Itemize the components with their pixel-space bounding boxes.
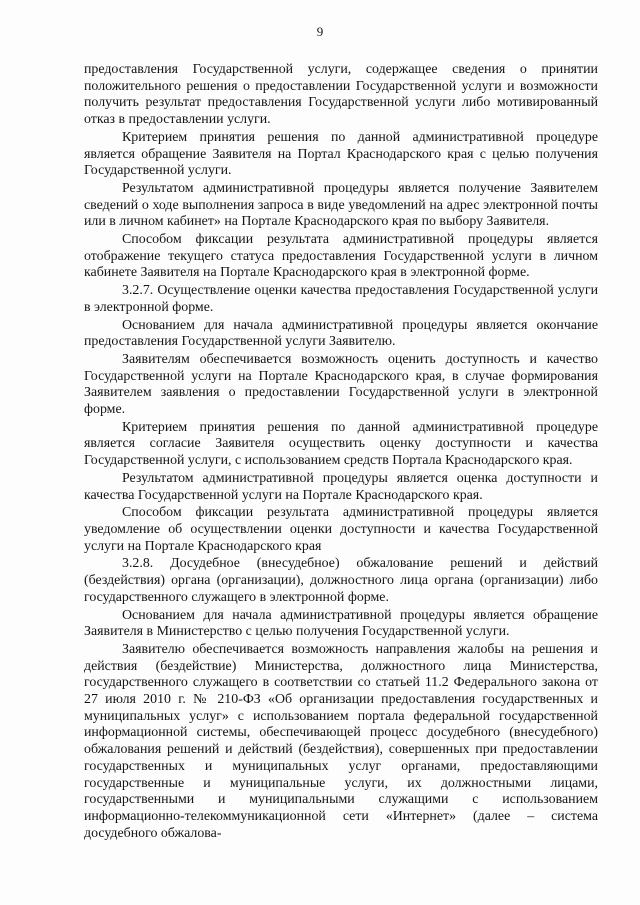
paragraph: Способом фиксации результата административной процедуры является уведомление об осуществлении оценки доступности и качества Государственной услуги на Портале Краснодарского края [84, 505, 598, 554]
paragraph: Заявителям обеспечивается возможность оценить доступность и качество Государственной услуги на Портале Краснодарского края, в случае формирования Заявителем заявления о предоставлении Государственной услуги в электронной форме. [84, 351, 598, 418]
paragraph: Результатом административной процедуры является получение Заявителем сведений о ходе выполнения запроса в виде уведомлений на адрес электронной почты или в личном кабинет» на Портале Краснодарского края по выбору Заявителя. [84, 180, 598, 230]
paragraph: Критерием принятия решения по данной административной процедуре является обращение Заявителя на Портал Краснодарского края с целью получения Государственной услуги. [84, 129, 598, 179]
paragraph: Способом фиксации результата административной процедуры является отображение текущего статуса предоставления Государственной услуги в личном кабинете Заявителя на Портале Краснодарского края в электронной форме. [84, 232, 598, 281]
paragraph: Основанием для начала административной процедуры является окончание предоставления Государственной услуги Заявителю. [84, 317, 598, 350]
paragraph: предоставления Государственной услуги, содержащее сведения о принятии положительного решения о предоставлении Государственной услуги и возможности получить результат предоставления Государственной услуги либо мотивированный отказ в предоставлении услуги. [84, 62, 598, 128]
body-text [84, 62, 598, 842]
section-heading-3-2-8: 3.2.8. Досудебное (внесудебное) обжалование решений и действий (бездействия) органа (организации), должностного лица органа (организации) либо государственного служащего в электронной форме. [84, 556, 598, 605]
paragraph: Заявителю обеспечивается возможность направления жалобы на решения и действия (бездействие) Министерства, должностного лица Министерства, государственного служащего в соответствии со статьей 11.2 Федерального закона от 27 июля 2010 г. № 210-ФЗ «Об организации предоставления государственных и муниципальных услуг» с использованием портала федеральной государственной информационной системы, обеспечивающей процесс досудебного (внесудебного) обжалования решений и действий (бездействия), совершенных при предоставлении государственных и муниципальных услуг органами, предоставляющими государственные и муниципальные услуги, их должностными лицами, государственными и муниципальными служащими с использованием информационно-телекоммуникационной сети «Интернет» (далее – система досудебного обжалова- [84, 641, 598, 841]
paragraph: Критерием принятия решения по данной административной процедуре является согласие Заявителя осуществить оценку доступности и качества Государственной услуги, с использованием средств Портала Краснодарского края. [84, 419, 598, 469]
paragraph: Результатом административной процедуры является оценка доступности и качества Государственной услуги на Портале Краснодарского края. [84, 470, 598, 503]
paragraph: Основанием для начала административной процедуры является обращение Заявителя в Министерство с целью получения Государственной услуги. [84, 607, 598, 640]
section-heading-3-2-7: 3.2.7. Осуществление оценки качества предоставления Государственной услуги в электронной форме. [84, 283, 598, 315]
page-number: 9 [316, 24, 324, 39]
